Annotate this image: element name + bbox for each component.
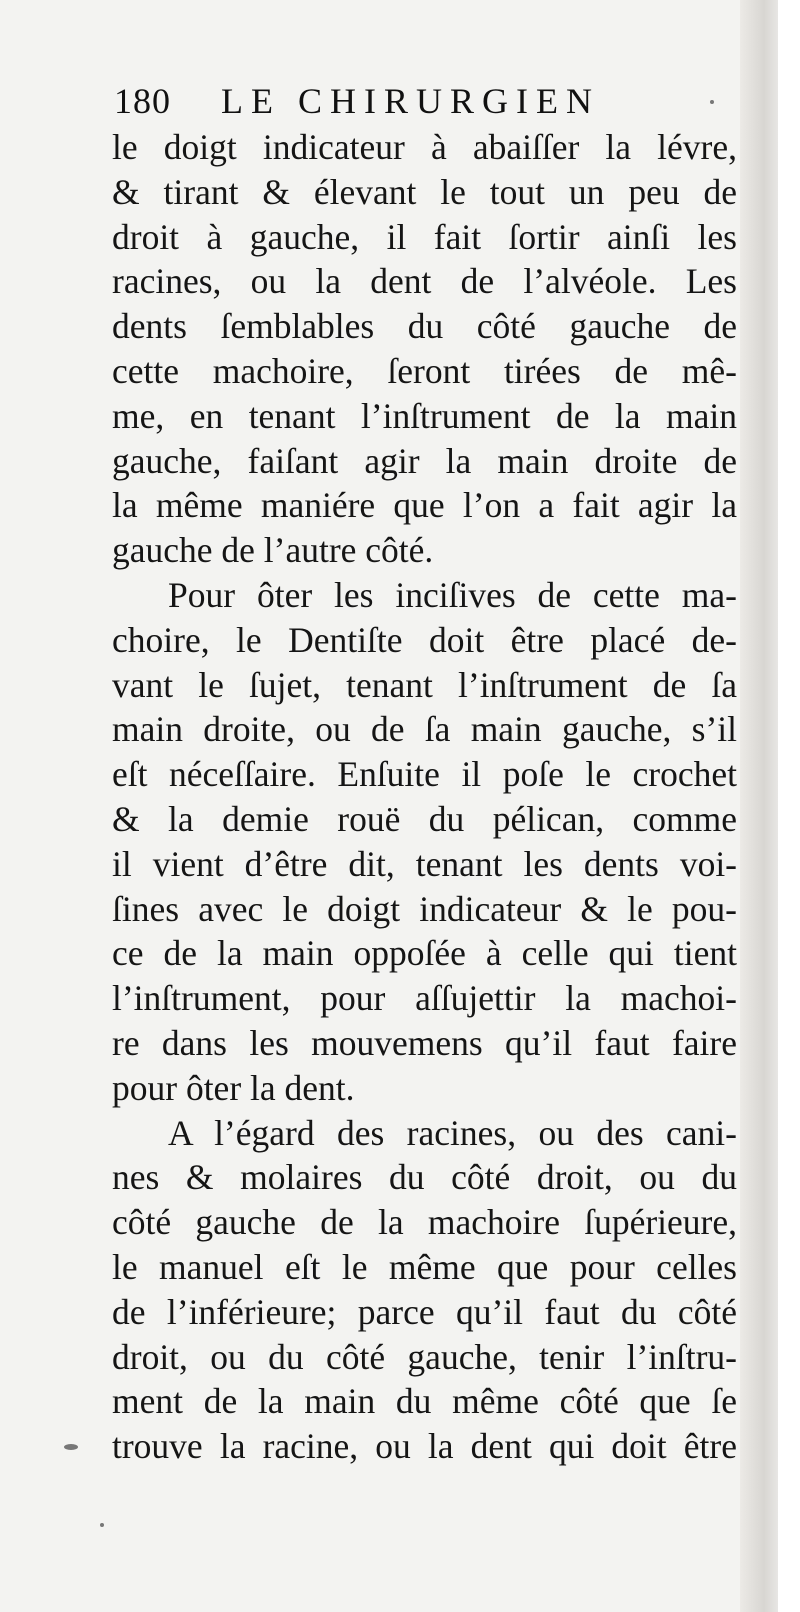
text-line: droit à gauche, il fait ſortir ainſi les (112, 216, 737, 257)
text-line: de l’inférieure; parce qu’il faut du côté (112, 1291, 737, 1332)
paper-speck (710, 100, 714, 104)
paragraph-last-line: pour ôter la dent. (112, 1067, 355, 1108)
paper-speck (100, 1523, 104, 1527)
text-line: main droite, ou de ſa main gauche, s’il (112, 709, 737, 750)
text-line: vant le ſujet, tenant l’inſtrument de ſa (112, 664, 737, 705)
text-line: trouve la racine, ou la dent qui doit être (112, 1426, 737, 1467)
text-line: choire, le Dentiſte doit être placé de- (112, 619, 737, 660)
text-line: & tirant & élevant le tout un peu de (112, 171, 737, 212)
text-line: ce de la main oppoſée à celle qui tient (112, 933, 737, 974)
text-line: dents ſemblables du côté gauche de (112, 306, 737, 347)
text-line: côté gauche de la machoire ſupérieure, (112, 1202, 737, 1243)
paragraph-first-line: Pour ôter les inciſives de cette ma- (168, 574, 737, 615)
text-line: il vient d’être dit, tenant les dents voi- (112, 843, 737, 884)
text-line: droit, ou du côté gauche, tenir l’inſtru- (112, 1336, 737, 1377)
text-line: le manuel eſt le même que pour celles (112, 1246, 737, 1287)
running-title: LE CHIRURGIEN (221, 81, 600, 121)
text-line: le doigt indicateur à abaiſſer la lévre, (112, 127, 737, 167)
text-line: re dans les mouvemens qu’il faut faire (112, 1022, 737, 1063)
running-header (114, 80, 734, 124)
text-line: ment de la main du même côté que ſe (112, 1381, 737, 1422)
text-line: nes & molaires du côté droit, ou du (112, 1157, 737, 1198)
page-edge-shadow (740, 0, 778, 1612)
body-text (112, 125, 737, 1469)
text-line: gauche, faiſant agir la main droite de (112, 440, 737, 481)
paper-speck (64, 1444, 78, 1450)
text-line: racines, ou la dent de l’alvéole. Les (112, 261, 737, 302)
text-line: la même maniére que l’on a fait agir la (112, 485, 737, 526)
page-number: 180 (114, 81, 171, 121)
text-line: cette machoire, ſeront tirées de mê- (112, 350, 737, 391)
paragraph-first-line: A l’égard des racines, ou des cani- (168, 1112, 737, 1153)
paragraph-last-line: gauche de l’autre côté. (112, 530, 434, 571)
text-line: & la demie rouë du pélican, comme (112, 798, 737, 839)
text-line: l’inſtrument, pour aſſujettir la machoi- (112, 978, 737, 1019)
text-line: eſt néceſſaire. Enſuite il poſe le crochet (112, 754, 737, 795)
text-line: ſines avec le doigt indicateur & le pou- (112, 888, 737, 929)
text-line: me, en tenant l’inſtrument de la main (112, 395, 737, 436)
